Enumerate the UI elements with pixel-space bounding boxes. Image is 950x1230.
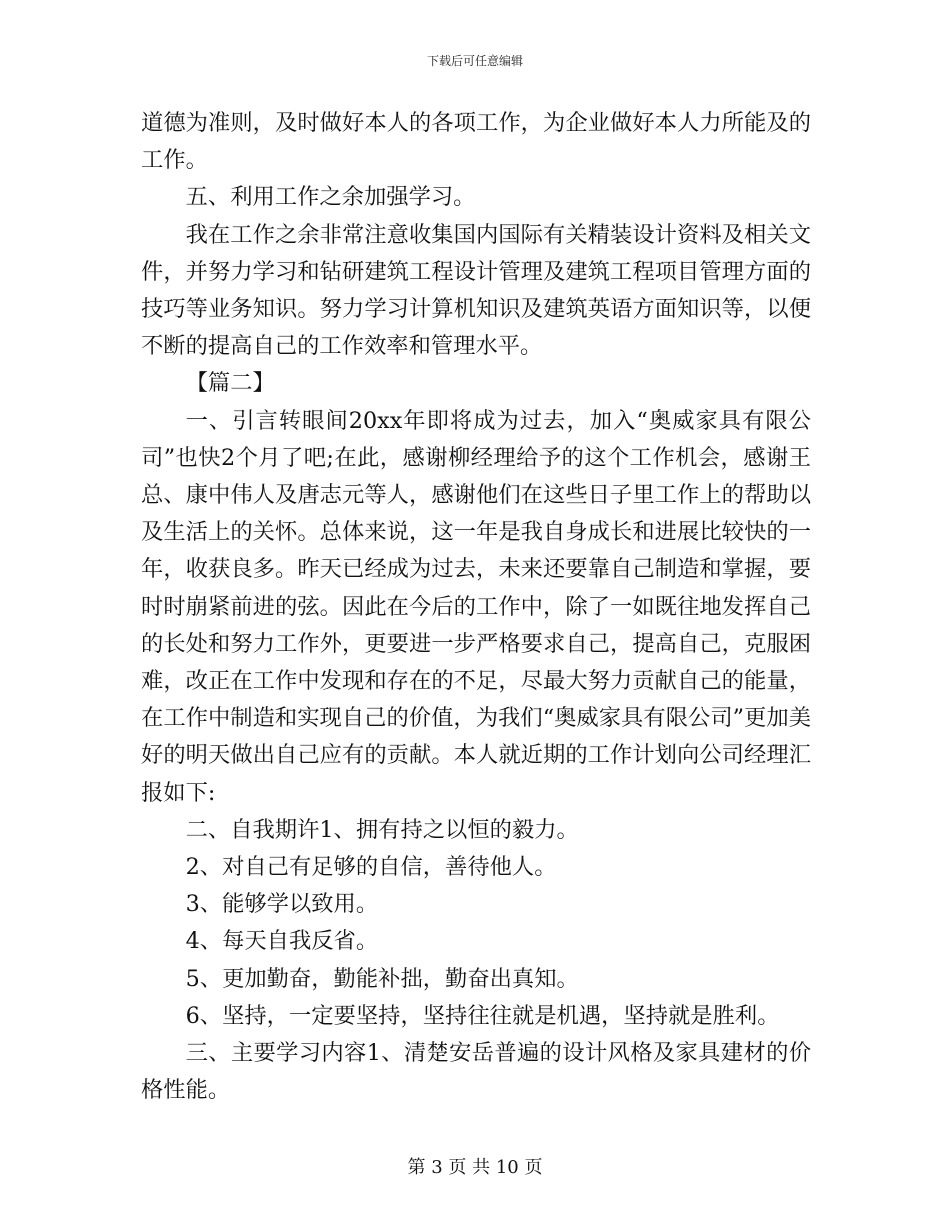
paragraph-6: 二、自我期许1、拥有持之以恒的毅力。 [185,816,579,843]
paragraph-3: 我在工作之余非常注意收集国内国际有关精装设计资料及相关文件，并努力学习和钻研建筑工程设计管理及建筑工程项目管理方面的技巧等业务知识。努力学习计算机知识及建筑英语方面知识等，以便不断的提高自己的工作效率和管理水平。 [141,221,811,360]
paragraph-5: 一、引言转眼间20xx年即将成为过去，加入“奥威家具有限公司”也快2个月了吧;在此，感谢柳经理给予的这个工作机会，感谢王总、康中伟人及唐志元等人，感谢他们在这些日子里工作上的帮助以及生活上的关怀。总体来说，这一年是我自身成长和进展比较快的一年，收获良多。昨天已经成为过去，未来还要靠自己制造和掌握，要时时崩紧前进的弦。因此在今后的工作中，除了一如既往地发挥自己的长处和努力工作外，更要进一步严格要求自己，提高自己，克服困难，改正在工作中发现和存在的不足，尽最大努力贡献自己的能量，在工作中制造和实现自己的价值，为我们“奥威家具有限公司”更加美好的明天做出自己应有的贡献。本人就近期的工作计划向公司经理汇报如下: [141,407,811,806]
paragraph-8: 3、能够学以致用。 [185,891,379,918]
paragraph-1: 道德为准则，及时做好本人的各项工作，为企业做好本人力所能及的工作。 [141,110,811,174]
paragraph-12: 三、主要学习内容1、清楚安岳普遍的设计风格及家具建材的价格性能。 [141,1040,811,1104]
paragraph-11: 6、坚持，一定要坚持，坚持往往就是机遇，坚持就是胜利。 [185,1002,780,1029]
paragraph-9: 4、每天自我反省。 [185,928,379,955]
section-heading: 【篇二】 [185,370,275,397]
page-number: 第 3 页 共 10 页 [407,1157,543,1178]
paragraph-10: 5、更加勤奋，勤能补拙，勤奋出真知。 [185,965,579,992]
paragraph-2: 五、利用工作之余加强学习。 [185,184,476,211]
document-body [141,105,811,1109]
page-header-note: 下载后可任意编辑 [426,54,523,68]
paragraph-7: 2、对自己有足够的自信，善待他人。 [185,854,557,881]
